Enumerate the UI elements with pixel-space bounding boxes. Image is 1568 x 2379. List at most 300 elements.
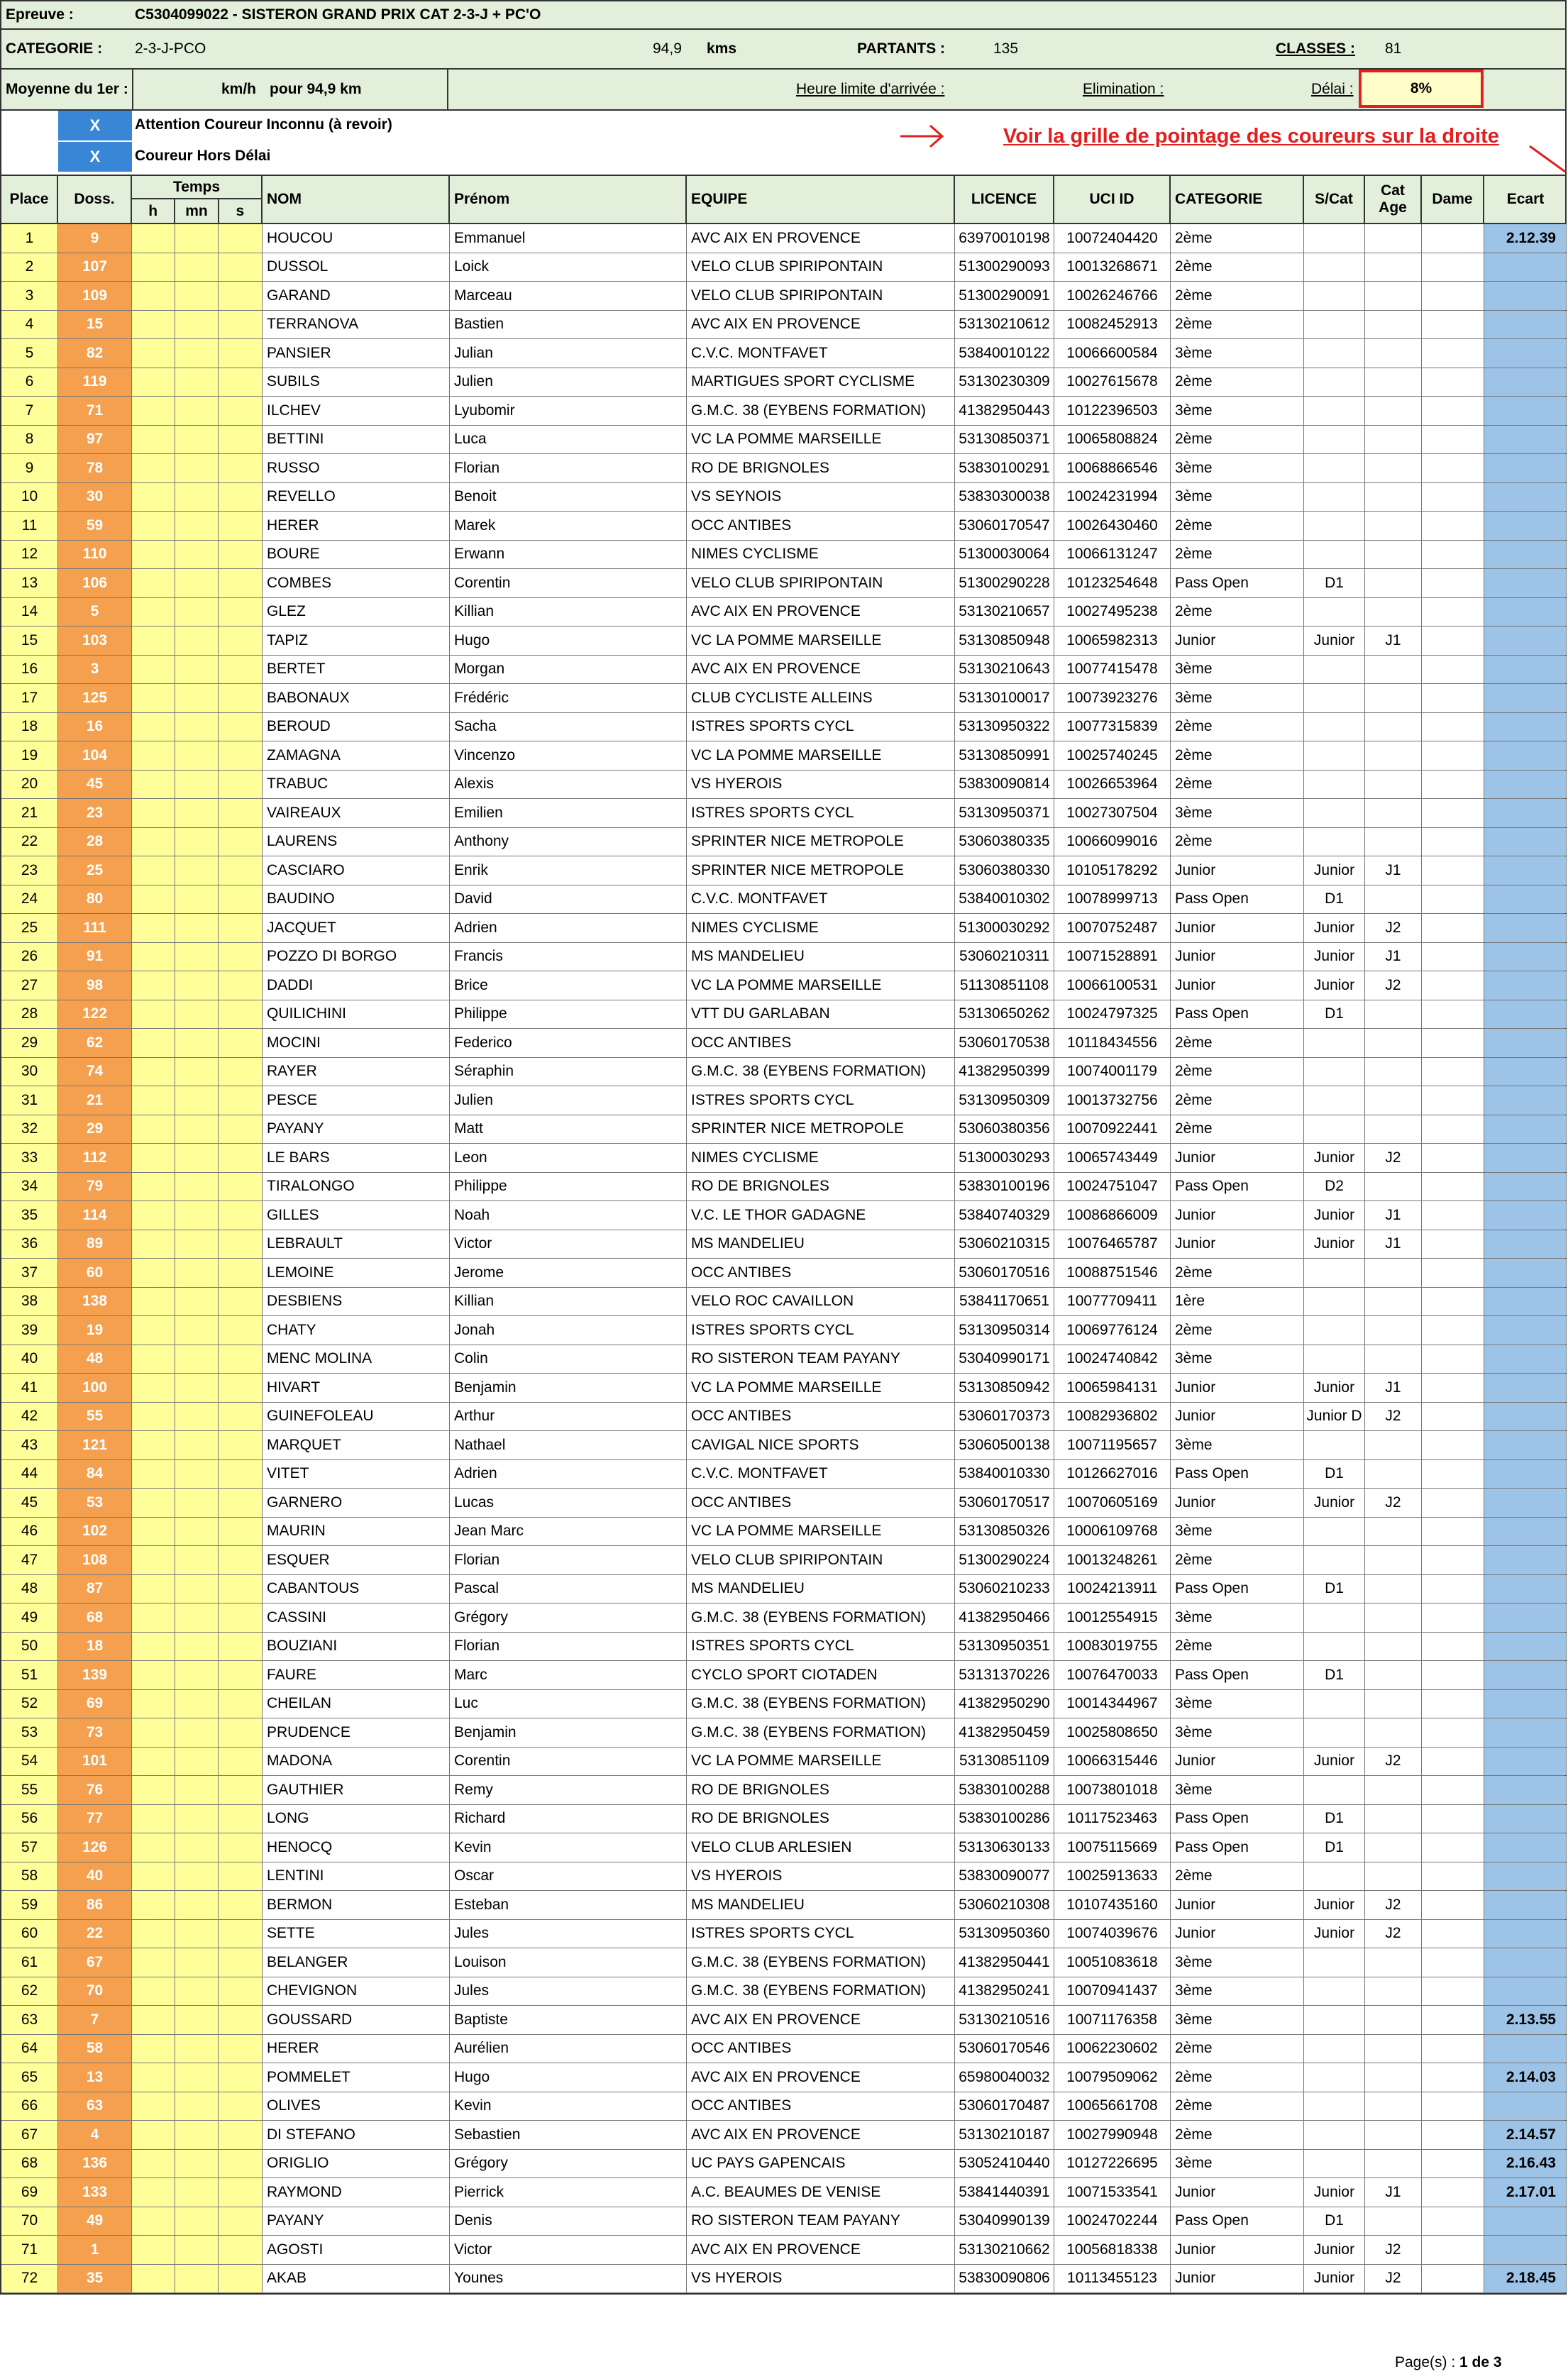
time-h-cell[interactable]	[132, 1862, 175, 1891]
table-row[interactable]	[1, 1144, 1565, 1173]
time-mn-cell[interactable]	[175, 397, 219, 425]
time-mn-cell[interactable]	[175, 454, 219, 482]
table-row[interactable]	[1, 541, 1565, 570]
delai-value-box[interactable]: 8%	[1359, 70, 1484, 108]
grid-note-link[interactable]: Voir la grille de pointage des coureurs sur la droite	[1003, 125, 1499, 148]
table-row[interactable]	[1, 1575, 1565, 1604]
time-h-cell[interactable]	[132, 1316, 175, 1345]
time-h-cell[interactable]	[132, 1633, 175, 1661]
time-s-cell[interactable]	[219, 2063, 263, 2092]
time-mn-cell[interactable]	[175, 541, 219, 569]
categorie-cell: Junior	[1171, 1489, 1304, 1517]
time-s-cell[interactable]	[219, 1948, 263, 1977]
time-h-cell[interactable]	[132, 885, 175, 914]
time-s-cell[interactable]	[219, 856, 263, 885]
time-mn-cell[interactable]	[175, 1259, 219, 1287]
time-mn-cell[interactable]	[175, 512, 219, 540]
table-row[interactable]	[1, 799, 1565, 828]
time-mn-cell[interactable]	[175, 1575, 219, 1604]
table-row[interactable]	[1, 2207, 1565, 2236]
time-h-cell[interactable]	[132, 2236, 175, 2264]
time-h-cell[interactable]	[132, 771, 175, 799]
time-h-cell[interactable]	[132, 1000, 175, 1029]
time-mn-cell[interactable]	[175, 1748, 219, 1776]
time-mn-cell[interactable]	[175, 1374, 219, 1402]
time-s-cell[interactable]	[219, 1201, 263, 1230]
time-s-cell[interactable]	[219, 1920, 263, 1948]
table-row[interactable]	[1, 656, 1565, 685]
table-row[interactable]	[1, 943, 1565, 972]
time-s-cell[interactable]	[219, 2236, 263, 2264]
time-s-cell[interactable]	[219, 1460, 263, 1489]
time-mn-cell[interactable]	[175, 483, 219, 512]
time-mn-cell[interactable]	[175, 2265, 219, 2293]
time-mn-cell[interactable]	[175, 684, 219, 712]
time-s-cell[interactable]	[219, 1805, 263, 1833]
time-h-cell[interactable]	[132, 1403, 175, 1431]
time-mn-cell[interactable]	[175, 771, 219, 799]
time-mn-cell[interactable]	[175, 2092, 219, 2121]
time-s-cell[interactable]	[219, 713, 263, 741]
time-s-cell[interactable]	[219, 1144, 263, 1172]
table-row[interactable]	[1, 1029, 1565, 1058]
time-h-cell[interactable]	[132, 656, 175, 684]
time-mn-cell[interactable]	[175, 1000, 219, 1029]
table-row[interactable]	[1, 1690, 1565, 1719]
time-s-cell[interactable]	[219, 1086, 263, 1115]
time-mn-cell[interactable]	[175, 1805, 219, 1833]
time-h-cell[interactable]	[132, 1718, 175, 1747]
time-s-cell[interactable]	[219, 1633, 263, 1661]
time-s-cell[interactable]	[219, 1259, 263, 1287]
time-s-cell[interactable]	[219, 426, 263, 454]
table-row[interactable]	[1, 397, 1565, 426]
time-h-cell[interactable]	[132, 1431, 175, 1459]
time-h-cell[interactable]	[132, 741, 175, 770]
table-row[interactable]	[1, 1948, 1565, 1977]
time-s-cell[interactable]	[219, 1690, 263, 1718]
time-mn-cell[interactable]	[175, 1316, 219, 1345]
time-mn-cell[interactable]	[175, 1058, 219, 1086]
table-row[interactable]	[1, 971, 1565, 1000]
time-mn-cell[interactable]	[175, 1690, 219, 1718]
time-h-cell[interactable]	[132, 569, 175, 597]
table-row[interactable]	[1, 1288, 1565, 1317]
time-mn-cell[interactable]	[175, 2207, 219, 2236]
time-s-cell[interactable]	[219, 598, 263, 627]
time-h-cell[interactable]	[132, 2035, 175, 2063]
time-s-cell[interactable]	[219, 1403, 263, 1431]
time-h-cell[interactable]	[132, 1345, 175, 1374]
time-s-cell[interactable]	[219, 943, 263, 971]
time-mn-cell[interactable]	[175, 741, 219, 770]
table-row[interactable]	[1, 454, 1565, 483]
time-h-cell[interactable]	[132, 1460, 175, 1489]
time-h-cell[interactable]	[132, 1374, 175, 1402]
table-row[interactable]	[1, 1000, 1565, 1030]
time-h-cell[interactable]	[132, 598, 175, 627]
time-s-cell[interactable]	[219, 1862, 263, 1891]
table-row[interactable]	[1, 713, 1565, 742]
time-mn-cell[interactable]	[175, 339, 219, 368]
table-row[interactable]	[1, 426, 1565, 455]
time-s-cell[interactable]	[219, 339, 263, 368]
time-h-cell[interactable]	[132, 426, 175, 454]
table-row[interactable]	[1, 1173, 1565, 1202]
time-s-cell[interactable]	[219, 1833, 263, 1862]
time-h-cell[interactable]	[132, 541, 175, 569]
table-row[interactable]	[1, 253, 1565, 282]
time-s-cell[interactable]	[219, 1489, 263, 1517]
table-row[interactable]	[1, 1374, 1565, 1403]
time-mn-cell[interactable]	[175, 2035, 219, 2063]
table-row[interactable]	[1, 2063, 1565, 2092]
table-row[interactable]	[1, 1546, 1565, 1575]
time-h-cell[interactable]	[132, 2150, 175, 2178]
time-mn-cell[interactable]	[175, 2236, 219, 2264]
time-s-cell[interactable]	[219, 1374, 263, 1402]
time-s-cell[interactable]	[219, 1546, 263, 1574]
prenom-cell: Aurélien	[450, 2035, 687, 2063]
time-s-cell[interactable]	[219, 684, 263, 712]
table-row[interactable]	[1, 1518, 1565, 1547]
table-row[interactable]	[1, 598, 1565, 627]
time-s-cell[interactable]	[219, 1029, 263, 1057]
time-h-cell[interactable]	[132, 2121, 175, 2149]
time-s-cell[interactable]	[219, 1316, 263, 1345]
time-mn-cell[interactable]	[175, 1460, 219, 1489]
time-h-cell[interactable]	[132, 1776, 175, 1804]
time-mn-cell[interactable]	[175, 2178, 219, 2207]
table-row[interactable]	[1, 2006, 1565, 2035]
time-mn-cell[interactable]	[175, 1115, 219, 1144]
time-mn-cell[interactable]	[175, 1833, 219, 1862]
dame-cell	[1422, 771, 1484, 799]
time-h-cell[interactable]	[132, 2063, 175, 2092]
time-mn-cell[interactable]	[175, 1776, 219, 1804]
table-row[interactable]	[1, 771, 1565, 800]
time-mn-cell[interactable]	[175, 1288, 219, 1316]
table-row[interactable]	[1, 1891, 1565, 1920]
scat-cell: D1	[1304, 1805, 1365, 1833]
time-mn-cell[interactable]	[175, 311, 219, 339]
time-s-cell[interactable]	[219, 2150, 263, 2178]
time-h-cell[interactable]	[132, 971, 175, 1000]
time-mn-cell[interactable]	[175, 885, 219, 914]
time-mn-cell[interactable]	[175, 1920, 219, 1948]
time-h-cell[interactable]	[132, 224, 175, 253]
table-row[interactable]	[1, 627, 1565, 656]
time-h-cell[interactable]	[132, 828, 175, 856]
time-mn-cell[interactable]	[175, 828, 219, 856]
table-row[interactable]	[1, 1086, 1565, 1115]
table-row[interactable]	[1, 282, 1565, 311]
time-s-cell[interactable]	[219, 224, 263, 253]
time-mn-cell[interactable]	[175, 799, 219, 827]
table-row[interactable]	[1, 2121, 1565, 2150]
licence-cell: 53060380330	[955, 856, 1054, 885]
table-row[interactable]	[1, 1661, 1565, 1690]
time-h-cell[interactable]	[132, 684, 175, 712]
table-row[interactable]	[1, 2265, 1565, 2294]
time-h-cell[interactable]	[132, 799, 175, 827]
time-mn-cell[interactable]	[175, 1431, 219, 1459]
time-s-cell[interactable]	[219, 397, 263, 425]
time-s-cell[interactable]	[219, 2178, 263, 2207]
time-h-cell[interactable]	[132, 1489, 175, 1517]
time-s-cell[interactable]	[219, 1776, 263, 1804]
time-s-cell[interactable]	[219, 627, 263, 655]
time-s-cell[interactable]	[219, 828, 263, 856]
time-s-cell[interactable]	[219, 282, 263, 310]
table-row[interactable]	[1, 1460, 1565, 1489]
table-row[interactable]	[1, 368, 1565, 397]
time-s-cell[interactable]	[219, 1000, 263, 1029]
time-h-cell[interactable]	[132, 856, 175, 885]
table-row[interactable]	[1, 1833, 1565, 1862]
table-row[interactable]	[1, 1431, 1565, 1460]
time-h-cell[interactable]	[132, 1144, 175, 1172]
time-h-cell[interactable]	[132, 627, 175, 655]
time-mn-cell[interactable]	[175, 971, 219, 1000]
time-mn-cell[interactable]	[175, 1891, 219, 1919]
time-s-cell[interactable]	[219, 971, 263, 1000]
time-mn-cell[interactable]	[175, 1489, 219, 1517]
time-s-cell[interactable]	[219, 253, 263, 282]
time-mn-cell[interactable]	[175, 1201, 219, 1230]
time-h-cell[interactable]	[132, 2178, 175, 2207]
table-row[interactable]	[1, 2236, 1565, 2265]
table-row[interactable]	[1, 1201, 1565, 1230]
time-mn-cell[interactable]	[175, 1633, 219, 1661]
time-h-cell[interactable]	[132, 253, 175, 282]
table-row[interactable]	[1, 1862, 1565, 1892]
table-row[interactable]	[1, 1230, 1565, 1259]
table-row[interactable]	[1, 1115, 1565, 1144]
time-h-cell[interactable]	[132, 2006, 175, 2034]
time-s-cell[interactable]	[219, 311, 263, 339]
time-mn-cell[interactable]	[175, 1518, 219, 1546]
time-s-cell[interactable]	[219, 1661, 263, 1689]
time-h-cell[interactable]	[132, 1833, 175, 1862]
time-s-cell[interactable]	[219, 741, 263, 770]
time-s-cell[interactable]	[219, 885, 263, 914]
time-mn-cell[interactable]	[175, 914, 219, 942]
time-s-cell[interactable]	[219, 2121, 263, 2149]
time-mn-cell[interactable]	[175, 368, 219, 397]
time-h-cell[interactable]	[132, 2265, 175, 2293]
time-h-cell[interactable]	[132, 1546, 175, 1574]
time-mn-cell[interactable]	[175, 713, 219, 741]
time-h-cell[interactable]	[132, 1805, 175, 1833]
time-s-cell[interactable]	[219, 1604, 263, 1632]
time-s-cell[interactable]	[219, 1891, 263, 1919]
time-mn-cell[interactable]	[175, 943, 219, 971]
time-s-cell[interactable]	[219, 1173, 263, 1201]
time-h-cell[interactable]	[132, 1259, 175, 1287]
table-row[interactable]	[1, 2092, 1565, 2121]
table-row[interactable]	[1, 483, 1565, 512]
table-row[interactable]	[1, 828, 1565, 857]
time-s-cell[interactable]	[219, 2006, 263, 2034]
table-row[interactable]	[1, 684, 1565, 713]
time-mn-cell[interactable]	[175, 598, 219, 627]
time-s-cell[interactable]	[219, 2035, 263, 2063]
doss-cell: 70	[58, 1977, 132, 2006]
time-s-cell[interactable]	[219, 1288, 263, 1316]
table-row[interactable]	[1, 311, 1565, 340]
time-s-cell[interactable]	[219, 1575, 263, 1604]
table-row[interactable]	[1, 2178, 1565, 2207]
time-s-cell[interactable]	[219, 1230, 263, 1259]
time-h-cell[interactable]	[132, 397, 175, 425]
time-s-cell[interactable]	[219, 368, 263, 397]
time-s-cell[interactable]	[219, 569, 263, 597]
time-h-cell[interactable]	[132, 454, 175, 482]
time-mn-cell[interactable]	[175, 2006, 219, 2034]
nom-cell: ILCHEV	[263, 397, 450, 425]
time-h-cell[interactable]	[132, 1604, 175, 1632]
time-mn-cell[interactable]	[175, 2121, 219, 2149]
time-h-cell[interactable]	[132, 2092, 175, 2121]
table-row[interactable]	[1, 1977, 1565, 2007]
time-mn-cell[interactable]	[175, 1173, 219, 1201]
time-h-cell[interactable]	[132, 1891, 175, 1919]
time-h-cell[interactable]	[132, 311, 175, 339]
time-s-cell[interactable]	[219, 1977, 263, 2006]
time-mn-cell[interactable]	[175, 1948, 219, 1977]
time-h-cell[interactable]	[132, 1058, 175, 1086]
time-s-cell[interactable]	[219, 2207, 263, 2236]
time-s-cell[interactable]	[219, 1058, 263, 1086]
time-h-cell[interactable]	[132, 1201, 175, 1230]
uci-id-cell: 10070941437	[1054, 1977, 1171, 2006]
time-mn-cell[interactable]	[175, 1144, 219, 1172]
time-mn-cell[interactable]	[175, 2150, 219, 2178]
time-mn-cell[interactable]	[175, 1718, 219, 1747]
time-mn-cell[interactable]	[175, 1546, 219, 1574]
table-row[interactable]	[1, 741, 1565, 771]
table-row[interactable]	[1, 1920, 1565, 1949]
time-s-cell[interactable]	[219, 656, 263, 684]
table-row[interactable]	[1, 1718, 1565, 1748]
table-row[interactable]	[1, 856, 1565, 885]
time-h-cell[interactable]	[132, 943, 175, 971]
time-s-cell[interactable]	[219, 1718, 263, 1747]
table-row[interactable]	[1, 1604, 1565, 1633]
table-row[interactable]	[1, 2150, 1565, 2179]
time-mn-cell[interactable]	[175, 224, 219, 253]
time-mn-cell[interactable]	[175, 569, 219, 597]
time-s-cell[interactable]	[219, 2092, 263, 2121]
time-h-cell[interactable]	[132, 1690, 175, 1718]
table-row[interactable]	[1, 1403, 1565, 1432]
table-row[interactable]	[1, 339, 1565, 368]
table-row[interactable]	[1, 569, 1565, 598]
table-row[interactable]	[1, 1805, 1565, 1834]
time-s-cell[interactable]	[219, 2265, 263, 2293]
time-h-cell[interactable]	[132, 1661, 175, 1689]
table-row[interactable]	[1, 914, 1565, 943]
table-row[interactable]	[1, 512, 1565, 541]
time-s-cell[interactable]	[219, 914, 263, 942]
time-mn-cell[interactable]	[175, 2063, 219, 2092]
time-mn-cell[interactable]	[175, 426, 219, 454]
time-h-cell[interactable]	[132, 1977, 175, 2006]
time-h-cell[interactable]	[132, 1173, 175, 1201]
time-h-cell[interactable]	[132, 914, 175, 942]
table-row[interactable]	[1, 1058, 1565, 1087]
time-h-cell[interactable]	[132, 1288, 175, 1316]
time-s-cell[interactable]	[219, 1518, 263, 1546]
table-row[interactable]	[1, 885, 1565, 915]
scat-cell	[1304, 1259, 1365, 1287]
time-h-cell[interactable]	[132, 1029, 175, 1057]
time-s-cell[interactable]	[219, 771, 263, 799]
table-row[interactable]	[1, 2035, 1565, 2064]
table-row[interactable]	[1, 1345, 1565, 1374]
time-h-cell[interactable]	[132, 512, 175, 540]
time-mn-cell[interactable]	[175, 627, 219, 655]
time-mn-cell[interactable]	[175, 1086, 219, 1115]
table-row[interactable]	[1, 1633, 1565, 1662]
time-mn-cell[interactable]	[175, 1230, 219, 1259]
table-row[interactable]	[1, 1776, 1565, 1805]
table-row[interactable]	[1, 1316, 1565, 1345]
table-row[interactable]	[1, 224, 1565, 253]
time-mn-cell[interactable]	[175, 1403, 219, 1431]
time-s-cell[interactable]	[219, 483, 263, 512]
time-s-cell[interactable]	[219, 512, 263, 540]
time-h-cell[interactable]	[132, 1086, 175, 1115]
time-s-cell[interactable]	[219, 1431, 263, 1459]
time-mn-cell[interactable]	[175, 253, 219, 282]
time-h-cell[interactable]	[132, 1115, 175, 1144]
time-h-cell[interactable]	[132, 339, 175, 368]
table-row[interactable]	[1, 1259, 1565, 1288]
time-h-cell[interactable]	[132, 1920, 175, 1948]
time-mn-cell[interactable]	[175, 1977, 219, 2006]
time-s-cell[interactable]	[219, 1345, 263, 1374]
time-mn-cell[interactable]	[175, 1029, 219, 1057]
time-h-cell[interactable]	[132, 1518, 175, 1546]
time-h-cell[interactable]	[132, 368, 175, 397]
time-s-cell[interactable]	[219, 454, 263, 482]
time-h-cell[interactable]	[132, 713, 175, 741]
time-mn-cell[interactable]	[175, 1661, 219, 1689]
time-h-cell[interactable]	[132, 282, 175, 310]
time-s-cell[interactable]	[219, 799, 263, 827]
time-mn-cell[interactable]	[175, 1345, 219, 1374]
time-s-cell[interactable]	[219, 541, 263, 569]
time-mn-cell[interactable]	[175, 282, 219, 310]
time-h-cell[interactable]	[132, 1948, 175, 1977]
time-mn-cell[interactable]	[175, 1862, 219, 1891]
time-mn-cell[interactable]	[175, 856, 219, 885]
scat-cell	[1304, 1977, 1365, 2006]
time-h-cell[interactable]	[132, 2207, 175, 2236]
time-h-cell[interactable]	[132, 1748, 175, 1776]
time-h-cell[interactable]	[132, 1575, 175, 1604]
time-h-cell[interactable]	[132, 483, 175, 512]
table-row[interactable]	[1, 1748, 1565, 1777]
time-s-cell[interactable]	[219, 1115, 263, 1144]
time-h-cell[interactable]	[132, 1230, 175, 1259]
time-mn-cell[interactable]	[175, 1604, 219, 1632]
table-row[interactable]	[1, 1489, 1565, 1518]
time-mn-cell[interactable]	[175, 656, 219, 684]
time-s-cell[interactable]	[219, 1748, 263, 1776]
